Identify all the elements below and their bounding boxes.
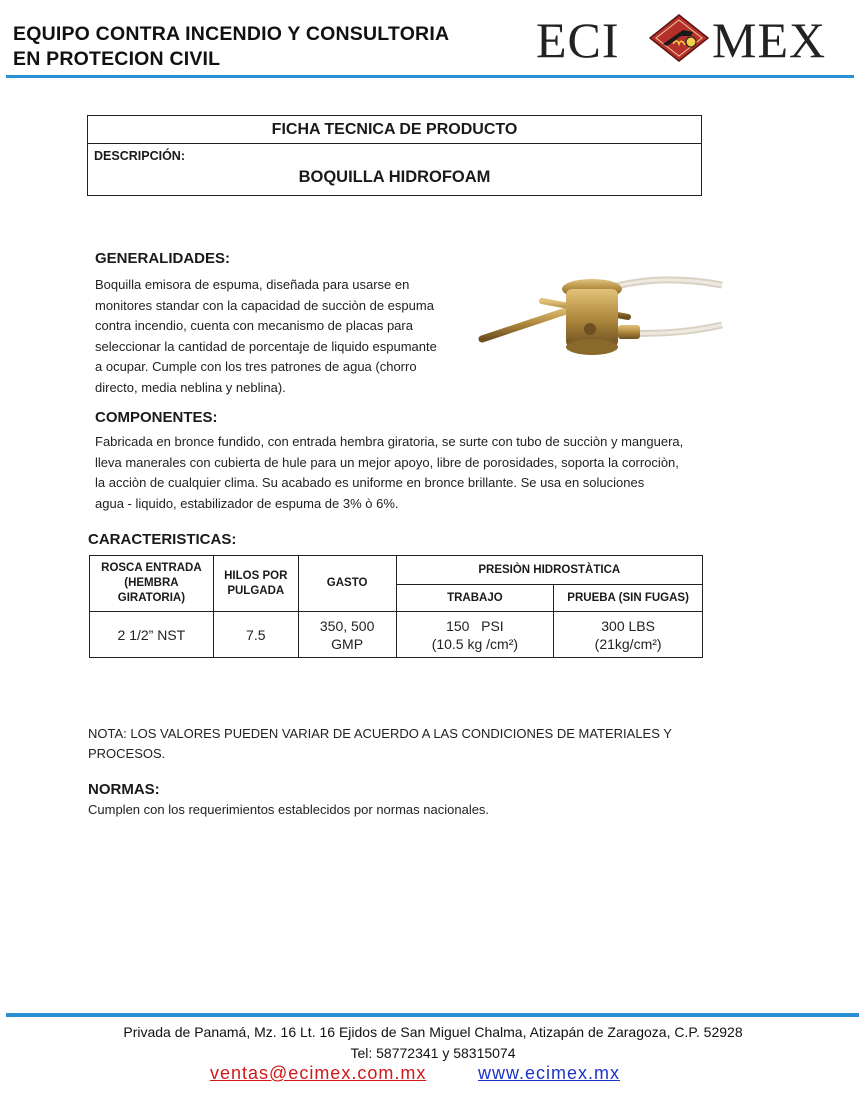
nozzle-product-image	[478, 265, 724, 365]
company-name	[13, 22, 449, 72]
cell-prueba-line1: 300 LBS	[601, 617, 655, 634]
cell-trabajo	[396, 612, 554, 658]
header-hilos-por-pulgada	[213, 556, 298, 612]
cell-gasto	[298, 612, 396, 658]
normas-text: Cumplen con los requerimientos establecidos por normas nacionales.	[88, 802, 490, 817]
cell-prueba-line2: (21kg/cm²)	[594, 635, 662, 652]
website-link[interactable]: www.ecimex.mx	[478, 1063, 621, 1083]
logo-diamond-icon	[649, 14, 709, 62]
header-trabajo: TRABAJO	[396, 585, 554, 612]
normas-heading: NORMAS:	[88, 781, 160, 798]
cell-gasto-line2: GMP	[331, 635, 364, 652]
generalidades-line: contra incendio, cuenta con mecanismo de placas para	[95, 318, 413, 333]
generalidades-line: a ocupar. Cumple con los tres patrones de agua (chorro	[95, 359, 417, 374]
logo-text-right: MEX	[712, 12, 827, 68]
footer-address	[0, 1022, 866, 1064]
cell-trabajo-line2: (10.5 kg /cm²)	[431, 635, 519, 652]
product-box	[87, 115, 702, 196]
header-prueba: PRUEBA (SIN FUGAS)	[554, 585, 703, 612]
footer-divider	[6, 1013, 859, 1017]
componentes-line: la acciòn de cualquier clima. Su acabado es uniforme en bronce brillante. Se usa en soluciones	[95, 475, 645, 490]
generalidades-line: monitores standar con la capacidad de succiòn de espuma	[95, 297, 434, 313]
header-rosca-entrada	[90, 556, 214, 612]
header-rosca-line2: (HEMBRA GIRATORIA)	[117, 577, 186, 604]
cell-rosca: 2 1/2” NST	[90, 612, 214, 658]
header-gasto: GASTO	[298, 556, 396, 612]
nota-line1: NOTA: LOS VALORES PUEDEN VARIAR DE ACUERDO A LAS CONDICIONES DE MATERIALES Y	[88, 726, 672, 741]
product-name: BOQUILLA HIDROFOAM	[298, 168, 491, 186]
nota-line2: PROCESOS.	[88, 746, 166, 761]
email-link[interactable]: ventas@ecimex.com.mx	[210, 1063, 427, 1083]
header-hilos-line1: HILOS POR	[224, 569, 288, 582]
componentes-line: lleva manerales con cubierta de hule para un mejor apoyo, libre de porosidades, soporta la corrociòn,	[95, 454, 679, 470]
generalidades-line: seleccionar la cantidad de porcentaje de liquido espumante	[95, 338, 437, 354]
address-line: Privada de Panamá, Mz. 16 Lt. 16 Ejidos de San Miguel Chalma, Atizapán de Zaragoza, C.P. 52928	[123, 1024, 743, 1040]
ecimex-logo	[536, 10, 836, 66]
componentes-line: Fabricada en bronce fundido, con entrada hembra giratoria, se surte con tubo de succiòn y manguera,	[95, 434, 684, 449]
table-header-row	[90, 556, 703, 585]
generalidades-heading: GENERALIDADES:	[95, 250, 231, 267]
nota-text	[88, 724, 708, 764]
header-rosca-line1: ROSCA ENTRADA	[101, 562, 202, 574]
componentes-heading: COMPONENTES:	[95, 409, 218, 426]
cell-prueba	[554, 612, 703, 658]
header-hilos-line2: PULGADA	[227, 584, 285, 597]
company-name-line2: EN PROTECION CIVIL	[13, 48, 221, 70]
company-name-line1: EQUIPO CONTRA INCENDIO Y CONSULTORIA	[13, 23, 450, 45]
generalidades-line: directo, media neblina y neblina).	[95, 379, 286, 395]
cell-trabajo-line1: 150 PSI	[446, 617, 504, 634]
componentes-text	[95, 432, 715, 514]
product-box-title: FICHA TECNICA DE PRODUCTO	[88, 116, 701, 144]
specifications-table	[89, 555, 703, 658]
caracteristicas-heading: CARACTERISTICAS:	[88, 531, 237, 548]
componentes-line: agua - liquido, estabilizador de espuma de 3% ò 6%.	[95, 495, 399, 511]
logo-text-left: ECI	[536, 12, 620, 68]
header-presion-hidrostatica: PRESIÒN HIDROSTÀTICA	[396, 556, 702, 585]
table-row	[90, 612, 703, 658]
generalidades-line: Boquilla emisora de espuma, diseñada para usarse en	[95, 277, 410, 292]
generalidades-text	[95, 275, 455, 398]
description-label: DESCRIPCIÓN:	[94, 149, 185, 163]
header-divider	[6, 75, 854, 78]
cell-hilos: 7.5	[213, 612, 298, 658]
phone-line: Tel: 58772341 y 58315074	[350, 1045, 516, 1061]
cell-gasto-line1: 350, 500	[319, 617, 375, 634]
